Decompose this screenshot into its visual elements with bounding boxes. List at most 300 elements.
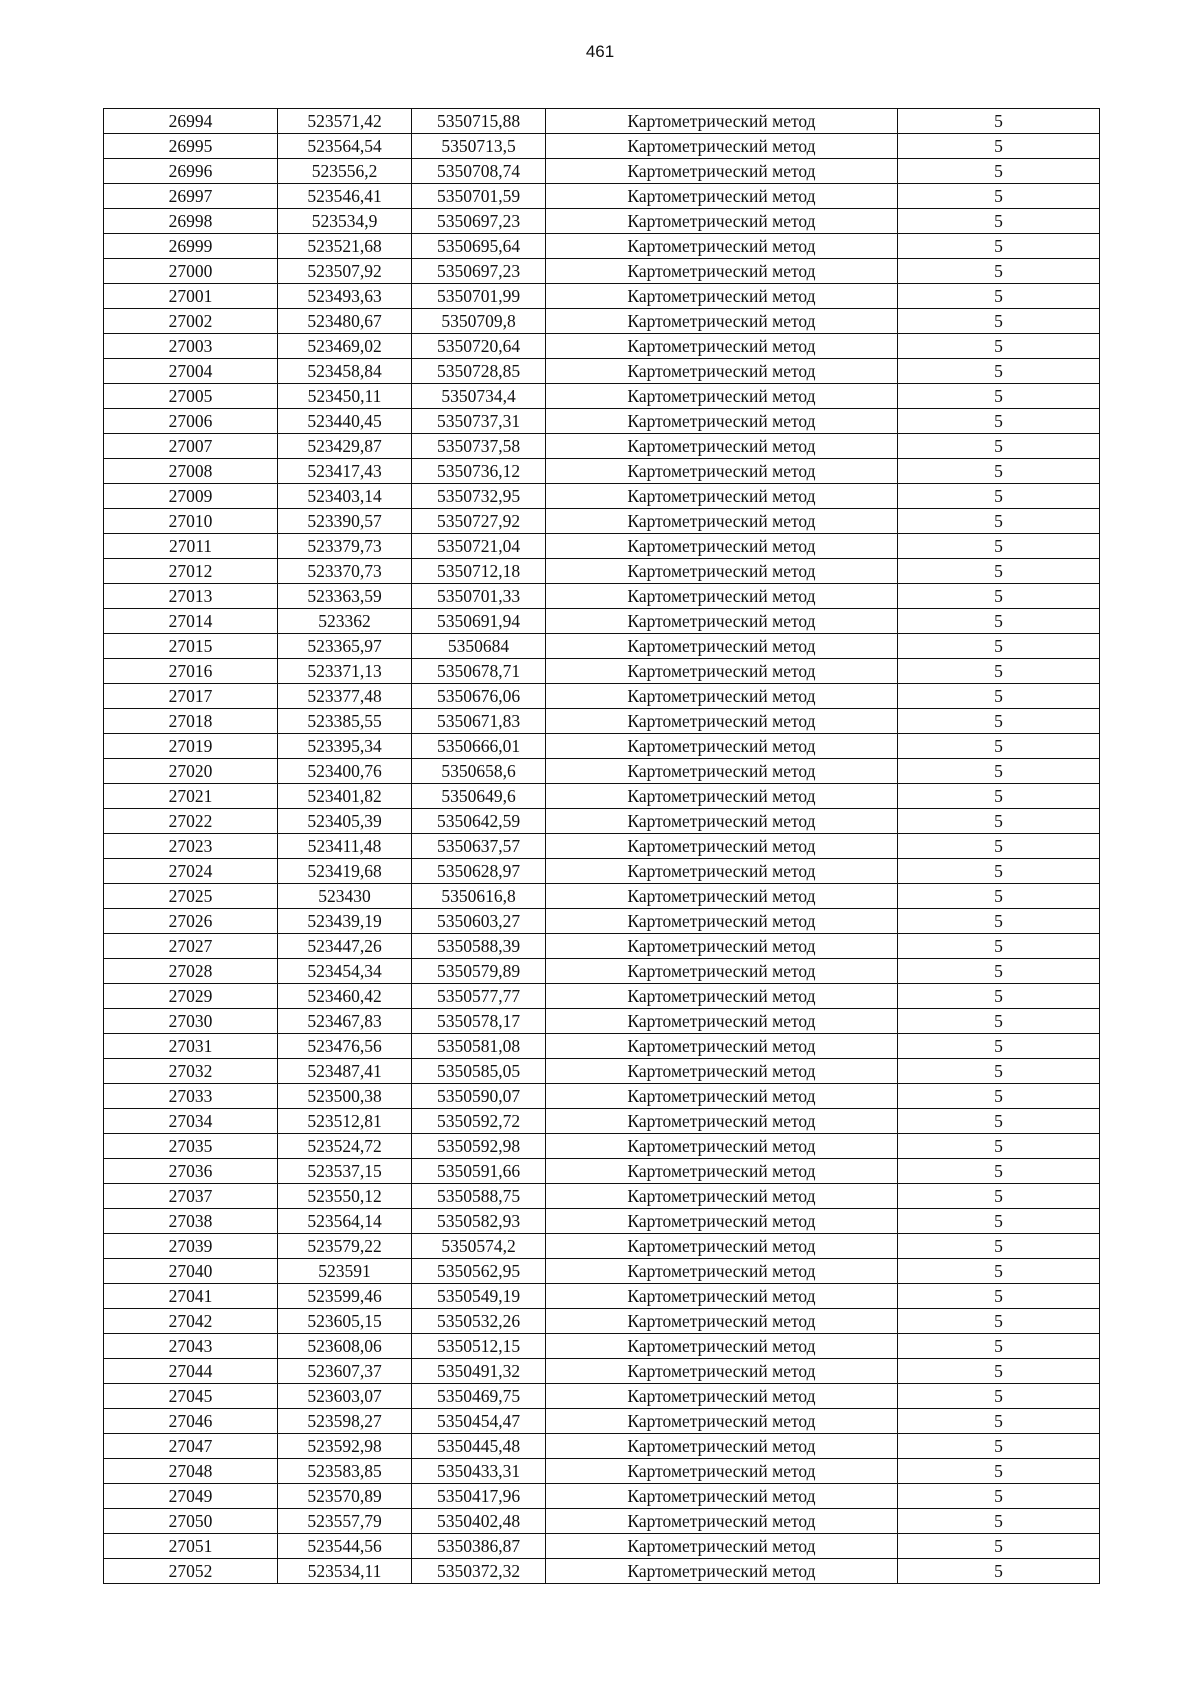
x-coordinate-cell: 523583,85 xyxy=(278,1459,412,1484)
method-cell: Картометрический метод xyxy=(546,384,898,409)
x-coordinate-cell: 523537,15 xyxy=(278,1159,412,1184)
accuracy-cell: 5 xyxy=(898,534,1100,559)
method-cell: Картометрический метод xyxy=(546,634,898,659)
accuracy-cell: 5 xyxy=(898,284,1100,309)
method-cell: Картометрический метод xyxy=(546,1159,898,1184)
table-row xyxy=(104,709,1100,734)
method-cell: Картометрический метод xyxy=(546,959,898,984)
accuracy-cell: 5 xyxy=(898,1134,1100,1159)
table-row xyxy=(104,1359,1100,1384)
accuracy-cell: 5 xyxy=(898,259,1100,284)
x-coordinate-cell: 523467,83 xyxy=(278,1009,412,1034)
table-row xyxy=(104,1309,1100,1334)
accuracy-cell: 5 xyxy=(898,384,1100,409)
x-coordinate-cell: 523476,56 xyxy=(278,1034,412,1059)
method-cell: Картометрический метод xyxy=(546,809,898,834)
x-coordinate-cell: 523429,87 xyxy=(278,434,412,459)
y-coordinate-cell: 5350701,99 xyxy=(412,284,546,309)
accuracy-cell: 5 xyxy=(898,484,1100,509)
x-coordinate-cell: 523512,81 xyxy=(278,1109,412,1134)
x-coordinate-cell: 523592,98 xyxy=(278,1434,412,1459)
method-cell: Картометрический метод xyxy=(546,1434,898,1459)
point-number-cell: 26998 xyxy=(104,209,278,234)
y-coordinate-cell: 5350582,93 xyxy=(412,1209,546,1234)
method-cell: Картометрический метод xyxy=(546,1284,898,1309)
y-coordinate-cell: 5350581,08 xyxy=(412,1034,546,1059)
method-cell: Картометрический метод xyxy=(546,459,898,484)
accuracy-cell: 5 xyxy=(898,159,1100,184)
method-cell: Картометрический метод xyxy=(546,359,898,384)
point-number-cell: 27013 xyxy=(104,584,278,609)
y-coordinate-cell: 5350712,18 xyxy=(412,559,546,584)
y-coordinate-cell: 5350628,97 xyxy=(412,859,546,884)
point-number-cell: 27031 xyxy=(104,1034,278,1059)
y-coordinate-cell: 5350701,33 xyxy=(412,584,546,609)
y-coordinate-cell: 5350701,59 xyxy=(412,184,546,209)
table-row xyxy=(104,234,1100,259)
x-coordinate-cell: 523598,27 xyxy=(278,1409,412,1434)
accuracy-cell: 5 xyxy=(898,334,1100,359)
y-coordinate-cell: 5350491,32 xyxy=(412,1359,546,1384)
y-coordinate-cell: 5350691,94 xyxy=(412,609,546,634)
table-row xyxy=(104,634,1100,659)
method-cell: Картометрический метод xyxy=(546,134,898,159)
x-coordinate-cell: 523363,59 xyxy=(278,584,412,609)
x-coordinate-cell: 523458,84 xyxy=(278,359,412,384)
method-cell: Картометрический метод xyxy=(546,1259,898,1284)
method-cell: Картометрический метод xyxy=(546,334,898,359)
x-coordinate-cell: 523608,06 xyxy=(278,1334,412,1359)
point-number-cell: 27047 xyxy=(104,1434,278,1459)
y-coordinate-cell: 5350684 xyxy=(412,634,546,659)
point-number-cell: 26997 xyxy=(104,184,278,209)
y-coordinate-cell: 5350715,88 xyxy=(412,109,546,134)
x-coordinate-cell: 523390,57 xyxy=(278,509,412,534)
x-coordinate-cell: 523440,45 xyxy=(278,409,412,434)
accuracy-cell: 5 xyxy=(898,1209,1100,1234)
point-number-cell: 27049 xyxy=(104,1484,278,1509)
coordinates-table xyxy=(103,108,1100,1584)
x-coordinate-cell: 523605,15 xyxy=(278,1309,412,1334)
point-number-cell: 27036 xyxy=(104,1159,278,1184)
x-coordinate-cell: 523362 xyxy=(278,609,412,634)
table-row xyxy=(104,159,1100,184)
method-cell: Картометрический метод xyxy=(546,584,898,609)
table-row xyxy=(104,484,1100,509)
table-row xyxy=(104,109,1100,134)
method-cell: Картометрический метод xyxy=(546,1384,898,1409)
table-row xyxy=(104,834,1100,859)
point-number-cell: 27029 xyxy=(104,984,278,1009)
method-cell: Картометрический метод xyxy=(546,534,898,559)
accuracy-cell: 5 xyxy=(898,584,1100,609)
point-number-cell: 27010 xyxy=(104,509,278,534)
y-coordinate-cell: 5350616,8 xyxy=(412,884,546,909)
accuracy-cell: 5 xyxy=(898,1084,1100,1109)
point-number-cell: 27027 xyxy=(104,934,278,959)
accuracy-cell: 5 xyxy=(898,234,1100,259)
method-cell: Картометрический метод xyxy=(546,509,898,534)
x-coordinate-cell: 523400,76 xyxy=(278,759,412,784)
point-number-cell: 27044 xyxy=(104,1359,278,1384)
accuracy-cell: 5 xyxy=(898,1159,1100,1184)
x-coordinate-cell: 523371,13 xyxy=(278,659,412,684)
accuracy-cell: 5 xyxy=(898,409,1100,434)
point-number-cell: 27002 xyxy=(104,309,278,334)
table-row xyxy=(104,1409,1100,1434)
x-coordinate-cell: 523524,72 xyxy=(278,1134,412,1159)
method-cell: Картометрический метод xyxy=(546,1059,898,1084)
table-row xyxy=(104,1459,1100,1484)
table-row xyxy=(104,1484,1100,1509)
y-coordinate-cell: 5350637,57 xyxy=(412,834,546,859)
y-coordinate-cell: 5350734,4 xyxy=(412,384,546,409)
accuracy-cell: 5 xyxy=(898,984,1100,1009)
y-coordinate-cell: 5350697,23 xyxy=(412,259,546,284)
accuracy-cell: 5 xyxy=(898,909,1100,934)
point-number-cell: 27050 xyxy=(104,1509,278,1534)
y-coordinate-cell: 5350721,04 xyxy=(412,534,546,559)
point-number-cell: 27038 xyxy=(104,1209,278,1234)
point-number-cell: 27019 xyxy=(104,734,278,759)
y-coordinate-cell: 5350417,96 xyxy=(412,1484,546,1509)
point-number-cell: 27020 xyxy=(104,759,278,784)
y-coordinate-cell: 5350578,17 xyxy=(412,1009,546,1034)
table-row xyxy=(104,934,1100,959)
point-number-cell: 27022 xyxy=(104,809,278,834)
y-coordinate-cell: 5350676,06 xyxy=(412,684,546,709)
table-row xyxy=(104,1034,1100,1059)
x-coordinate-cell: 523454,34 xyxy=(278,959,412,984)
method-cell: Картометрический метод xyxy=(546,234,898,259)
x-coordinate-cell: 523377,48 xyxy=(278,684,412,709)
x-coordinate-cell: 523417,43 xyxy=(278,459,412,484)
point-number-cell: 26995 xyxy=(104,134,278,159)
method-cell: Картометрический метод xyxy=(546,684,898,709)
accuracy-cell: 5 xyxy=(898,784,1100,809)
x-coordinate-cell: 523550,12 xyxy=(278,1184,412,1209)
method-cell: Картометрический метод xyxy=(546,1484,898,1509)
accuracy-cell: 5 xyxy=(898,1184,1100,1209)
accuracy-cell: 5 xyxy=(898,1309,1100,1334)
method-cell: Картометрический метод xyxy=(546,1234,898,1259)
y-coordinate-cell: 5350737,58 xyxy=(412,434,546,459)
accuracy-cell: 5 xyxy=(898,309,1100,334)
table-row xyxy=(104,1234,1100,1259)
accuracy-cell: 5 xyxy=(898,1534,1100,1559)
y-coordinate-cell: 5350708,74 xyxy=(412,159,546,184)
accuracy-cell: 5 xyxy=(898,1059,1100,1084)
method-cell: Картометрический метод xyxy=(546,659,898,684)
table-row xyxy=(104,1109,1100,1134)
method-cell: Картометрический метод xyxy=(546,184,898,209)
point-number-cell: 27043 xyxy=(104,1334,278,1359)
table-row xyxy=(104,884,1100,909)
method-cell: Картометрический метод xyxy=(546,784,898,809)
table-row xyxy=(104,1059,1100,1084)
method-cell: Картометрический метод xyxy=(546,934,898,959)
table-row xyxy=(104,384,1100,409)
table-row xyxy=(104,659,1100,684)
table-row xyxy=(104,359,1100,384)
y-coordinate-cell: 5350649,6 xyxy=(412,784,546,809)
y-coordinate-cell: 5350695,64 xyxy=(412,234,546,259)
point-number-cell: 27039 xyxy=(104,1234,278,1259)
table-row xyxy=(104,1159,1100,1184)
method-cell: Картометрический метод xyxy=(546,209,898,234)
method-cell: Картометрический метод xyxy=(546,159,898,184)
x-coordinate-cell: 523460,42 xyxy=(278,984,412,1009)
table-row xyxy=(104,1509,1100,1534)
point-number-cell: 27046 xyxy=(104,1409,278,1434)
x-coordinate-cell: 523403,14 xyxy=(278,484,412,509)
accuracy-cell: 5 xyxy=(898,1034,1100,1059)
table-row xyxy=(104,759,1100,784)
accuracy-cell: 5 xyxy=(898,1509,1100,1534)
method-cell: Картометрический метод xyxy=(546,759,898,784)
point-number-cell: 27037 xyxy=(104,1184,278,1209)
point-number-cell: 27006 xyxy=(104,409,278,434)
table-row xyxy=(104,1434,1100,1459)
table-row xyxy=(104,584,1100,609)
y-coordinate-cell: 5350720,64 xyxy=(412,334,546,359)
y-coordinate-cell: 5350585,05 xyxy=(412,1059,546,1084)
x-coordinate-cell: 523607,37 xyxy=(278,1359,412,1384)
table-row xyxy=(104,434,1100,459)
table-row xyxy=(104,1284,1100,1309)
y-coordinate-cell: 5350671,83 xyxy=(412,709,546,734)
y-coordinate-cell: 5350549,19 xyxy=(412,1284,546,1309)
table-row xyxy=(104,1084,1100,1109)
y-coordinate-cell: 5350666,01 xyxy=(412,734,546,759)
method-cell: Картометрический метод xyxy=(546,1309,898,1334)
accuracy-cell: 5 xyxy=(898,459,1100,484)
accuracy-cell: 5 xyxy=(898,134,1100,159)
accuracy-cell: 5 xyxy=(898,434,1100,459)
method-cell: Картометрический метод xyxy=(546,1509,898,1534)
y-coordinate-cell: 5350512,15 xyxy=(412,1334,546,1359)
y-coordinate-cell: 5350727,92 xyxy=(412,509,546,534)
method-cell: Картометрический метод xyxy=(546,1109,898,1134)
x-coordinate-cell: 523599,46 xyxy=(278,1284,412,1309)
x-coordinate-cell: 523564,54 xyxy=(278,134,412,159)
method-cell: Картометрический метод xyxy=(546,834,898,859)
table-row xyxy=(104,959,1100,984)
accuracy-cell: 5 xyxy=(898,559,1100,584)
method-cell: Картометрический метод xyxy=(546,1184,898,1209)
accuracy-cell: 5 xyxy=(898,959,1100,984)
accuracy-cell: 5 xyxy=(898,1284,1100,1309)
y-coordinate-cell: 5350588,75 xyxy=(412,1184,546,1209)
x-coordinate-cell: 523487,41 xyxy=(278,1059,412,1084)
table-row xyxy=(104,734,1100,759)
table-row xyxy=(104,809,1100,834)
point-number-cell: 27035 xyxy=(104,1134,278,1159)
y-coordinate-cell: 5350590,07 xyxy=(412,1084,546,1109)
method-cell: Картометрический метод xyxy=(546,284,898,309)
y-coordinate-cell: 5350562,95 xyxy=(412,1259,546,1284)
method-cell: Картометрический метод xyxy=(546,484,898,509)
table-row xyxy=(104,559,1100,584)
point-number-cell: 27015 xyxy=(104,634,278,659)
x-coordinate-cell: 523570,89 xyxy=(278,1484,412,1509)
x-coordinate-cell: 523480,67 xyxy=(278,309,412,334)
point-number-cell: 27032 xyxy=(104,1059,278,1084)
y-coordinate-cell: 5350454,47 xyxy=(412,1409,546,1434)
method-cell: Картометрический метод xyxy=(546,559,898,584)
x-coordinate-cell: 523430 xyxy=(278,884,412,909)
accuracy-cell: 5 xyxy=(898,609,1100,634)
table-row xyxy=(104,859,1100,884)
y-coordinate-cell: 5350574,2 xyxy=(412,1234,546,1259)
point-number-cell: 27009 xyxy=(104,484,278,509)
accuracy-cell: 5 xyxy=(898,834,1100,859)
y-coordinate-cell: 5350445,48 xyxy=(412,1434,546,1459)
method-cell: Картометрический метод xyxy=(546,859,898,884)
point-number-cell: 27007 xyxy=(104,434,278,459)
y-coordinate-cell: 5350732,95 xyxy=(412,484,546,509)
x-coordinate-cell: 523439,19 xyxy=(278,909,412,934)
accuracy-cell: 5 xyxy=(898,509,1100,534)
accuracy-cell: 5 xyxy=(898,809,1100,834)
accuracy-cell: 5 xyxy=(898,1009,1100,1034)
accuracy-cell: 5 xyxy=(898,1484,1100,1509)
point-number-cell: 27004 xyxy=(104,359,278,384)
accuracy-cell: 5 xyxy=(898,1359,1100,1384)
point-number-cell: 26996 xyxy=(104,159,278,184)
x-coordinate-cell: 523411,48 xyxy=(278,834,412,859)
table-row xyxy=(104,309,1100,334)
x-coordinate-cell: 523500,38 xyxy=(278,1084,412,1109)
method-cell: Картометрический метод xyxy=(546,309,898,334)
point-number-cell: 27028 xyxy=(104,959,278,984)
method-cell: Картометрический метод xyxy=(546,409,898,434)
accuracy-cell: 5 xyxy=(898,734,1100,759)
accuracy-cell: 5 xyxy=(898,209,1100,234)
table-row xyxy=(104,459,1100,484)
y-coordinate-cell: 5350433,31 xyxy=(412,1459,546,1484)
point-number-cell: 27041 xyxy=(104,1284,278,1309)
x-coordinate-cell: 523447,26 xyxy=(278,934,412,959)
coordinates-table-body xyxy=(104,109,1100,1584)
accuracy-cell: 5 xyxy=(898,934,1100,959)
point-number-cell: 27051 xyxy=(104,1534,278,1559)
y-coordinate-cell: 5350737,31 xyxy=(412,409,546,434)
method-cell: Картометрический метод xyxy=(546,1459,898,1484)
point-number-cell: 27021 xyxy=(104,784,278,809)
x-coordinate-cell: 523534,9 xyxy=(278,209,412,234)
table-row xyxy=(104,1184,1100,1209)
x-coordinate-cell: 523557,79 xyxy=(278,1509,412,1534)
x-coordinate-cell: 523521,68 xyxy=(278,234,412,259)
table-row xyxy=(104,1134,1100,1159)
accuracy-cell: 5 xyxy=(898,884,1100,909)
page-number: 461 xyxy=(585,42,615,61)
x-coordinate-cell: 523365,97 xyxy=(278,634,412,659)
table-row xyxy=(104,259,1100,284)
method-cell: Картометрический метод xyxy=(546,109,898,134)
x-coordinate-cell: 523534,11 xyxy=(278,1559,412,1584)
y-coordinate-cell: 5350402,48 xyxy=(412,1509,546,1534)
method-cell: Картометрический метод xyxy=(546,609,898,634)
method-cell: Картометрический метод xyxy=(546,1084,898,1109)
x-coordinate-cell: 523469,02 xyxy=(278,334,412,359)
x-coordinate-cell: 523546,41 xyxy=(278,184,412,209)
x-coordinate-cell: 523556,2 xyxy=(278,159,412,184)
x-coordinate-cell: 523493,63 xyxy=(278,284,412,309)
x-coordinate-cell: 523579,22 xyxy=(278,1234,412,1259)
accuracy-cell: 5 xyxy=(898,1434,1100,1459)
y-coordinate-cell: 5350678,71 xyxy=(412,659,546,684)
method-cell: Картометрический метод xyxy=(546,1359,898,1384)
x-coordinate-cell: 523401,82 xyxy=(278,784,412,809)
point-number-cell: 27014 xyxy=(104,609,278,634)
y-coordinate-cell: 5350591,66 xyxy=(412,1159,546,1184)
y-coordinate-cell: 5350588,39 xyxy=(412,934,546,959)
x-coordinate-cell: 523544,56 xyxy=(278,1534,412,1559)
point-number-cell: 27034 xyxy=(104,1109,278,1134)
y-coordinate-cell: 5350532,26 xyxy=(412,1309,546,1334)
y-coordinate-cell: 5350386,87 xyxy=(412,1534,546,1559)
accuracy-cell: 5 xyxy=(898,1259,1100,1284)
accuracy-cell: 5 xyxy=(898,1109,1100,1134)
accuracy-cell: 5 xyxy=(898,859,1100,884)
table-row xyxy=(104,409,1100,434)
table-row xyxy=(104,1559,1100,1584)
point-number-cell: 27017 xyxy=(104,684,278,709)
table-row xyxy=(104,1259,1100,1284)
point-number-cell: 27045 xyxy=(104,1384,278,1409)
x-coordinate-cell: 523450,11 xyxy=(278,384,412,409)
x-coordinate-cell: 523571,42 xyxy=(278,109,412,134)
point-number-cell: 27040 xyxy=(104,1259,278,1284)
y-coordinate-cell: 5350642,59 xyxy=(412,809,546,834)
table-row xyxy=(104,984,1100,1009)
table-row xyxy=(104,1209,1100,1234)
point-number-cell: 27000 xyxy=(104,259,278,284)
point-number-cell: 27003 xyxy=(104,334,278,359)
x-coordinate-cell: 523370,73 xyxy=(278,559,412,584)
x-coordinate-cell: 523507,92 xyxy=(278,259,412,284)
point-number-cell: 27012 xyxy=(104,559,278,584)
x-coordinate-cell: 523385,55 xyxy=(278,709,412,734)
method-cell: Картометрический метод xyxy=(546,709,898,734)
y-coordinate-cell: 5350658,6 xyxy=(412,759,546,784)
point-number-cell: 27008 xyxy=(104,459,278,484)
table-row xyxy=(104,134,1100,159)
point-number-cell: 27052 xyxy=(104,1559,278,1584)
x-coordinate-cell: 523419,68 xyxy=(278,859,412,884)
point-number-cell: 27023 xyxy=(104,834,278,859)
point-number-cell: 27005 xyxy=(104,384,278,409)
table-row xyxy=(104,784,1100,809)
accuracy-cell: 5 xyxy=(898,684,1100,709)
point-number-cell: 26999 xyxy=(104,234,278,259)
accuracy-cell: 5 xyxy=(898,659,1100,684)
accuracy-cell: 5 xyxy=(898,1459,1100,1484)
y-coordinate-cell: 5350592,72 xyxy=(412,1109,546,1134)
accuracy-cell: 5 xyxy=(898,1559,1100,1584)
method-cell: Картометрический метод xyxy=(546,909,898,934)
method-cell: Картометрический метод xyxy=(546,1209,898,1234)
x-coordinate-cell: 523395,34 xyxy=(278,734,412,759)
method-cell: Картометрический метод xyxy=(546,1559,898,1584)
table-row xyxy=(104,1009,1100,1034)
table-row xyxy=(104,284,1100,309)
method-cell: Картометрический метод xyxy=(546,1334,898,1359)
table-row xyxy=(104,334,1100,359)
y-coordinate-cell: 5350372,32 xyxy=(412,1559,546,1584)
